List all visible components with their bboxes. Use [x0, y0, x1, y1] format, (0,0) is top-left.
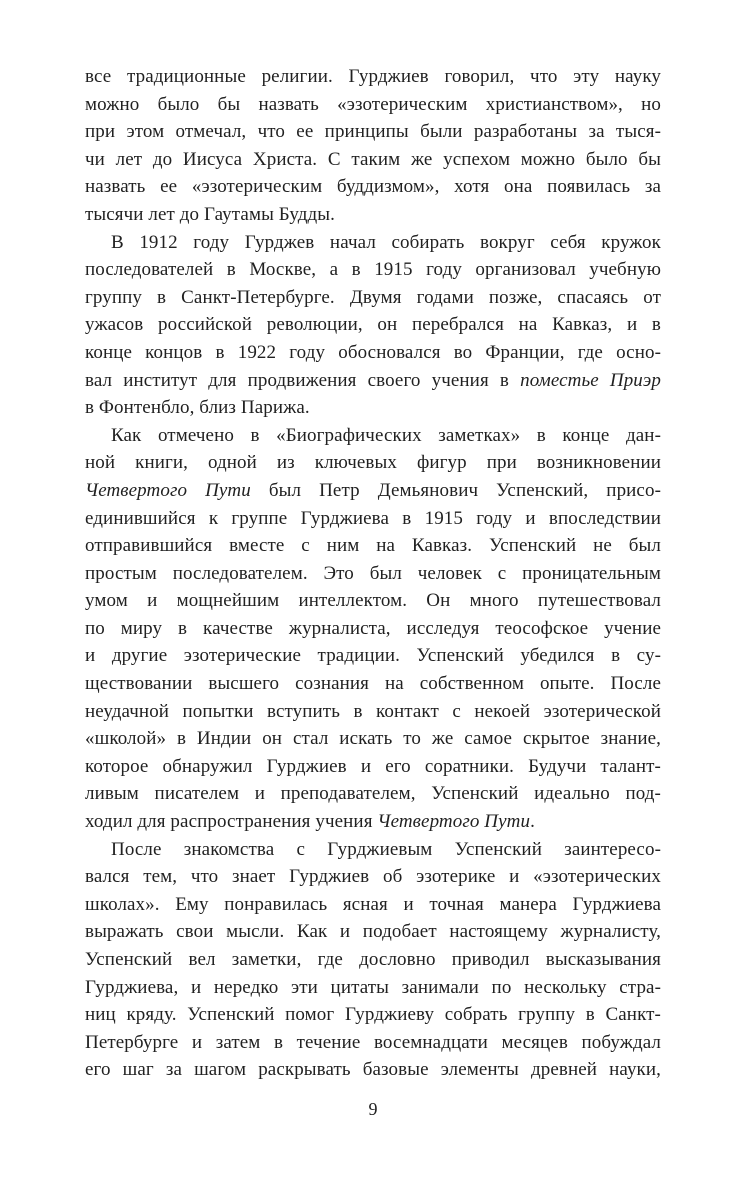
text-segment: Гурджиева, и нередко эти цитаты занимали по нескольку стра-: [85, 976, 661, 998]
text-line: [85, 173, 661, 201]
text-segment: тысячи лет до Гаутамы Будды.: [85, 203, 335, 225]
text-segment: В 1912 году Гурджев начал собирать вокруг себя кружок: [111, 231, 661, 253]
text-line: [85, 808, 661, 836]
text-segment: его шаг за шагом раскрывать базовые элементы древней науки,: [85, 1059, 661, 1081]
text-line: [85, 422, 661, 450]
italic-text: Четвертого Пути: [85, 479, 251, 501]
text-segment: группу в Санкт-Петербурге. Двумя годами позже, спасаясь от: [85, 286, 661, 308]
text-line: [85, 532, 661, 560]
text-line: [85, 587, 661, 615]
text-segment: Успенский вел заметки, где дословно приводил высказывания: [85, 949, 661, 970]
text-line: [85, 311, 661, 339]
italic-text: поместье Приэр: [520, 369, 661, 391]
text-line: [85, 367, 661, 395]
text-segment: при этом отмечал, что ее принципы были разработаны за тыся-: [85, 121, 661, 143]
text-segment: ужасов российской революции, он перебрался на Кавказ, и в: [85, 314, 661, 336]
text-line: [85, 946, 661, 974]
text-line: [85, 91, 661, 119]
text-line: [85, 394, 661, 422]
text-segment: все традиционные религии. Гурджиев говорил, что эту науку: [85, 66, 661, 87]
text-line: [85, 449, 661, 477]
text-segment: неудачной попытки вступить в контакт с некоей эзотерической: [85, 700, 661, 722]
italic-text: Четвертого Пути: [377, 811, 531, 833]
text-line: [85, 477, 661, 505]
text-line: [85, 698, 661, 726]
text-line: [85, 146, 661, 174]
text-line: [85, 670, 661, 698]
text-line: [85, 1056, 661, 1084]
text-segment: «школой» в Индии он стал искать то же самое скрытое знание,: [85, 728, 661, 750]
text-line: [85, 891, 661, 919]
text-line: [85, 63, 661, 91]
text-line: [85, 256, 661, 284]
text-segment: ходил для распространения учения: [85, 811, 378, 833]
text-segment: ной книги, одной из ключевых фигур при возникновении: [85, 452, 661, 474]
text-segment: и другие эзотерические традиции. Успенский убедился в су-: [85, 645, 661, 667]
text-line: [85, 118, 661, 146]
page-number: 9: [368, 1099, 378, 1119]
text-segment: Как отмечено в «Биографических заметках» в конце дан-: [111, 424, 661, 446]
paragraph: [85, 422, 661, 836]
text-segment: последователей в Москве, а в 1915 году организовал учебную: [85, 259, 661, 281]
text-line: [85, 974, 661, 1002]
paragraph: [85, 63, 661, 229]
text-line: [85, 918, 661, 946]
text-segment: отправившийся вместе с ним на Кавказ. Успенский не был: [85, 535, 661, 557]
text-line: [85, 780, 661, 808]
text-line: [85, 863, 661, 891]
text-line: [85, 505, 661, 533]
paragraph: [85, 836, 661, 1084]
text-line: [85, 1001, 661, 1029]
text-segment: школах». Ему понравилась ясная и точная манера Гурджиева: [85, 893, 661, 915]
text-segment: простым последователем. Это был человек с проницательным: [85, 562, 661, 584]
text-line: [85, 229, 661, 257]
text-segment: ливым писателем и преподавателем, Успенский идеально под-: [85, 783, 661, 805]
text-segment: по миру в качестве журналиста, исследуя теософское учение: [85, 617, 661, 639]
text-line: [85, 642, 661, 670]
text-line: [85, 725, 661, 753]
paragraph: [85, 229, 661, 422]
text-line: [85, 753, 661, 781]
text-segment: можно было бы назвать «эзотерическим христианством», но: [85, 93, 661, 115]
text-segment: После знакомства с Гурджиевым Успенский заинтересо-: [111, 838, 661, 860]
text-segment: конце концов в 1922 году обосновался во Франции, где осно-: [85, 341, 661, 363]
text-segment: был Петр Демьянович Успенский, присо-: [250, 479, 661, 501]
text-segment: которое обнаружил Гурджиев и его соратники. Будучи талант-: [85, 755, 661, 777]
page-body: [85, 63, 661, 1084]
text-segment: вался тем, что знает Гурджиев об эзотерике и «эзотерических: [85, 866, 661, 888]
text-segment: назвать ее «эзотерическим буддизмом», хотя она появилась за: [85, 176, 661, 198]
text-line: [85, 615, 661, 643]
text-segment: ществовании высшего сознания на собственном опыте. После: [85, 673, 661, 695]
text-segment: вал институт для продвижения своего учения в: [85, 369, 521, 391]
text-line: [85, 1029, 661, 1057]
text-line: [85, 836, 661, 864]
text-segment: ниц кряду. Успенский помог Гурджиеву собрать группу в Санкт-: [85, 1004, 661, 1026]
text-segment: .: [530, 811, 535, 833]
text-line: [85, 560, 661, 588]
text-segment: единившийся к группе Гурджиева в 1915 году и впоследствии: [85, 507, 661, 529]
text-line: [85, 284, 661, 312]
text-segment: в Фонтенбло, близ Парижа.: [85, 397, 310, 419]
text-segment: чи лет до Иисуса Христа. С таким же успехом можно было бы: [85, 148, 661, 170]
text-segment: выражать свои мысли. Как и подобает настоящему журналисту,: [85, 921, 661, 943]
text-line: [85, 201, 661, 229]
text-segment: Петербурге и затем в течение восемнадцати месяцев побуждал: [85, 1031, 661, 1053]
text-segment: умом и мощнейшим интеллектом. Он много путешествовал: [85, 590, 661, 612]
text-line: [85, 339, 661, 367]
